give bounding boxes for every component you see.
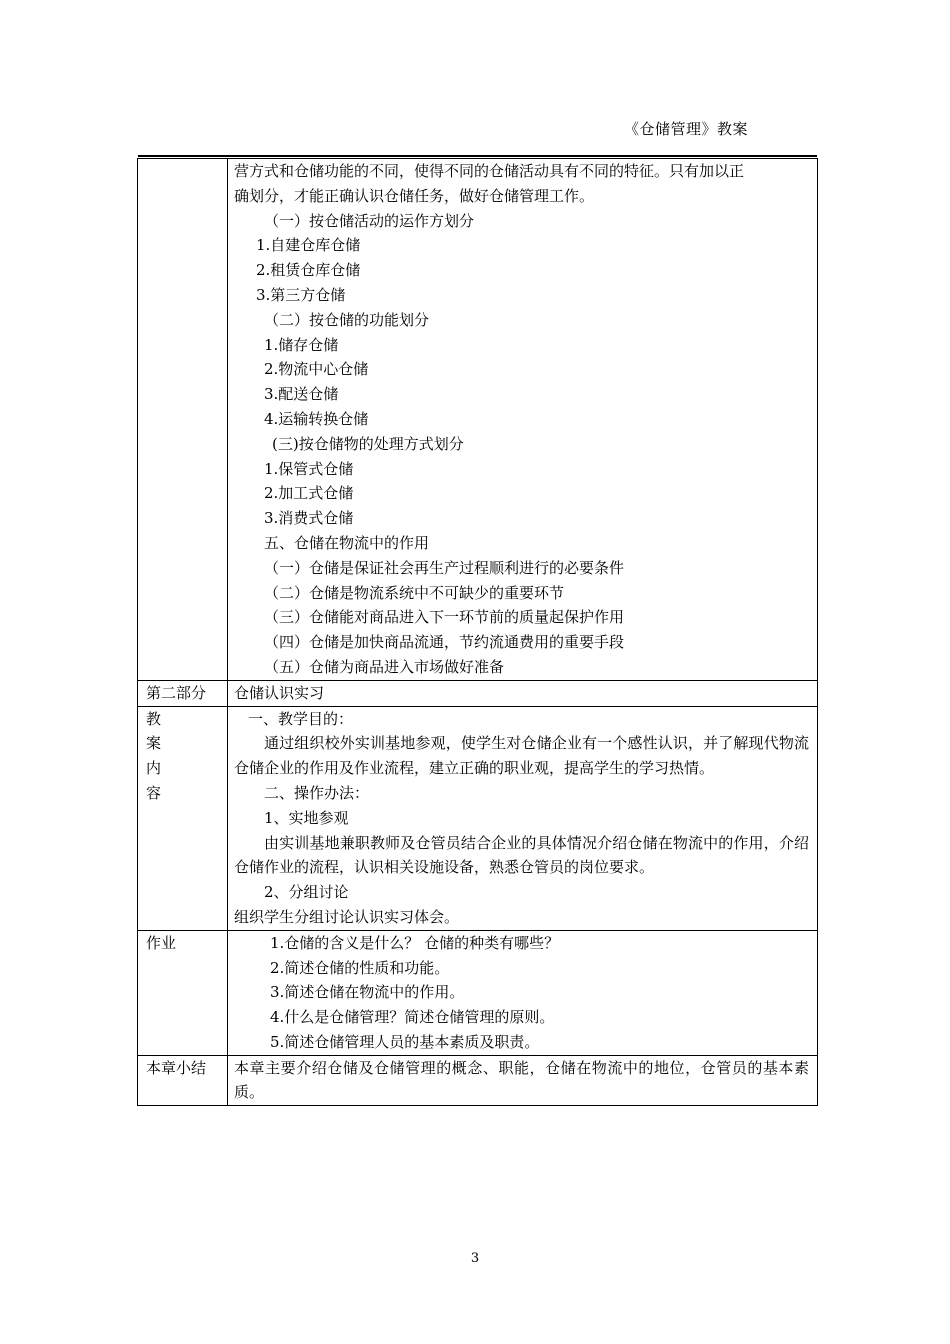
text-line: 2.物流中心仓储 <box>264 360 369 379</box>
homework-list <box>234 931 809 1055</box>
part-two-label: 第二部分 <box>146 683 207 702</box>
text-line: 2.租赁仓库仓储 <box>256 261 361 280</box>
vertical-label-char: 内 <box>146 759 162 778</box>
part-two-label-cell <box>138 680 228 706</box>
text-line: 二、操作办法： <box>264 783 370 802</box>
text-line: 营方式和仓储功能的不同，使得不同的仓储活动具有不同的特征。只有加以正 <box>234 162 745 180</box>
text-line: （二）按仓储的功能划分 <box>264 310 430 329</box>
page-number: 3 <box>470 1251 480 1266</box>
table-row-lesson-content <box>138 706 818 930</box>
text-line: 3.第三方仓储 <box>256 285 346 304</box>
lesson-content-label <box>146 707 227 806</box>
lesson-content-label-cell <box>138 706 228 930</box>
vertical-label-char: 案 <box>146 734 162 753</box>
text-line: 五、仓储在物流中的作用 <box>264 533 430 552</box>
text-line: （五）仓储为商品进入市场做好准备 <box>264 657 505 676</box>
lesson-content-cell <box>228 706 818 930</box>
text-line: 4.运输转换仓储 <box>264 409 369 428</box>
text-line: 2.加工式仓储 <box>264 484 354 503</box>
text-line: （三）仓储能对商品进入下一环节前的质量起保护作用 <box>264 608 625 627</box>
text-line: 一、教学目的： <box>248 709 354 728</box>
homework-item: 4.什么是仓储管理？简述仓储管理的原则。 <box>270 1008 555 1027</box>
vertical-label-char: 容 <box>146 783 162 802</box>
summary-content-cell <box>228 1055 818 1106</box>
text-line: 确划分，才能正确认识仓储任务，做好仓储管理工作。 <box>234 186 595 205</box>
table-row-part-two <box>138 680 818 706</box>
text-line: 1.保管式仓储 <box>264 459 354 478</box>
text-line: 3.配送仓储 <box>264 385 339 404</box>
summary-label: 本章小结 <box>146 1058 207 1077</box>
homework-content-cell <box>228 930 818 1055</box>
homework-item: 2.简述仓储的性质和功能。 <box>270 958 450 977</box>
homework-label-cell <box>138 930 228 1055</box>
header-rule <box>138 155 817 157</box>
summary-text: 本章主要介绍仓储及仓储管理的概念、职能，仓储在物流中的地位，仓管员的基本素质。 <box>234 1058 809 1102</box>
homework-item: 3.简述仓储在物流中的作用。 <box>270 983 465 1002</box>
text-line: (三)按仓储物的处理方式划分 <box>272 434 464 453</box>
text-line: 通过组织校外实训基地参观，使学生对仓储企业有一个感性认识，并了解现代物流仓储企业的作用及作业流程，建立正确的职业观，提高学生的学习热情。 <box>234 734 809 778</box>
part-two-title: 仓储认识实习 <box>234 683 325 702</box>
text-line: 1.自建仓库仓储 <box>256 236 361 255</box>
table-row-homework <box>138 930 818 1055</box>
text-line: 由实训基地兼职教师及仓管员结合企业的具体情况介绍仓储在物流中的作用，介绍仓储作业的流程，认识相关设施设备，熟悉仓管员的岗位要求。 <box>234 833 809 877</box>
homework-item: 5.简述仓储管理人员的基本素质及职责。 <box>270 1032 540 1051</box>
text-line: 1、实地参观 <box>264 808 349 827</box>
summary-label-cell <box>138 1055 228 1106</box>
text-line: 1.储存仓储 <box>264 335 339 354</box>
text-line: （四）仓储是加快商品流通，节约流通费用的重要手段 <box>264 633 625 652</box>
part-two-content-cell <box>228 680 818 706</box>
lesson-plan-table <box>137 158 818 1106</box>
homework-label: 作业 <box>146 933 177 952</box>
text-line: （一）按仓储活动的运作方划分 <box>264 211 475 230</box>
table-row-section-content <box>138 159 818 681</box>
text-line: （二）仓储是物流系统中不可缺少的重要环节 <box>264 583 565 602</box>
vertical-label-char: 教 <box>146 709 162 728</box>
text-line: 3.消费式仓储 <box>264 509 354 528</box>
row1-lines <box>234 159 809 680</box>
lesson-content-lines <box>234 707 809 930</box>
document-header-title: 《仓储管理》教案 <box>624 120 749 138</box>
text-line: 2、分组讨论 <box>264 883 349 902</box>
row1-content-cell <box>228 159 818 681</box>
homework-item: 1.仓储的含义是什么？ 仓储的种类有哪些？ <box>270 933 560 952</box>
text-line: （一）仓储是保证社会再生产过程顺利进行的必要条件 <box>264 558 625 577</box>
table-row-chapter-summary <box>138 1055 818 1106</box>
row1-label-cell <box>138 159 228 681</box>
text-line: 组织学生分组讨论认识实习体会。 <box>234 907 460 926</box>
